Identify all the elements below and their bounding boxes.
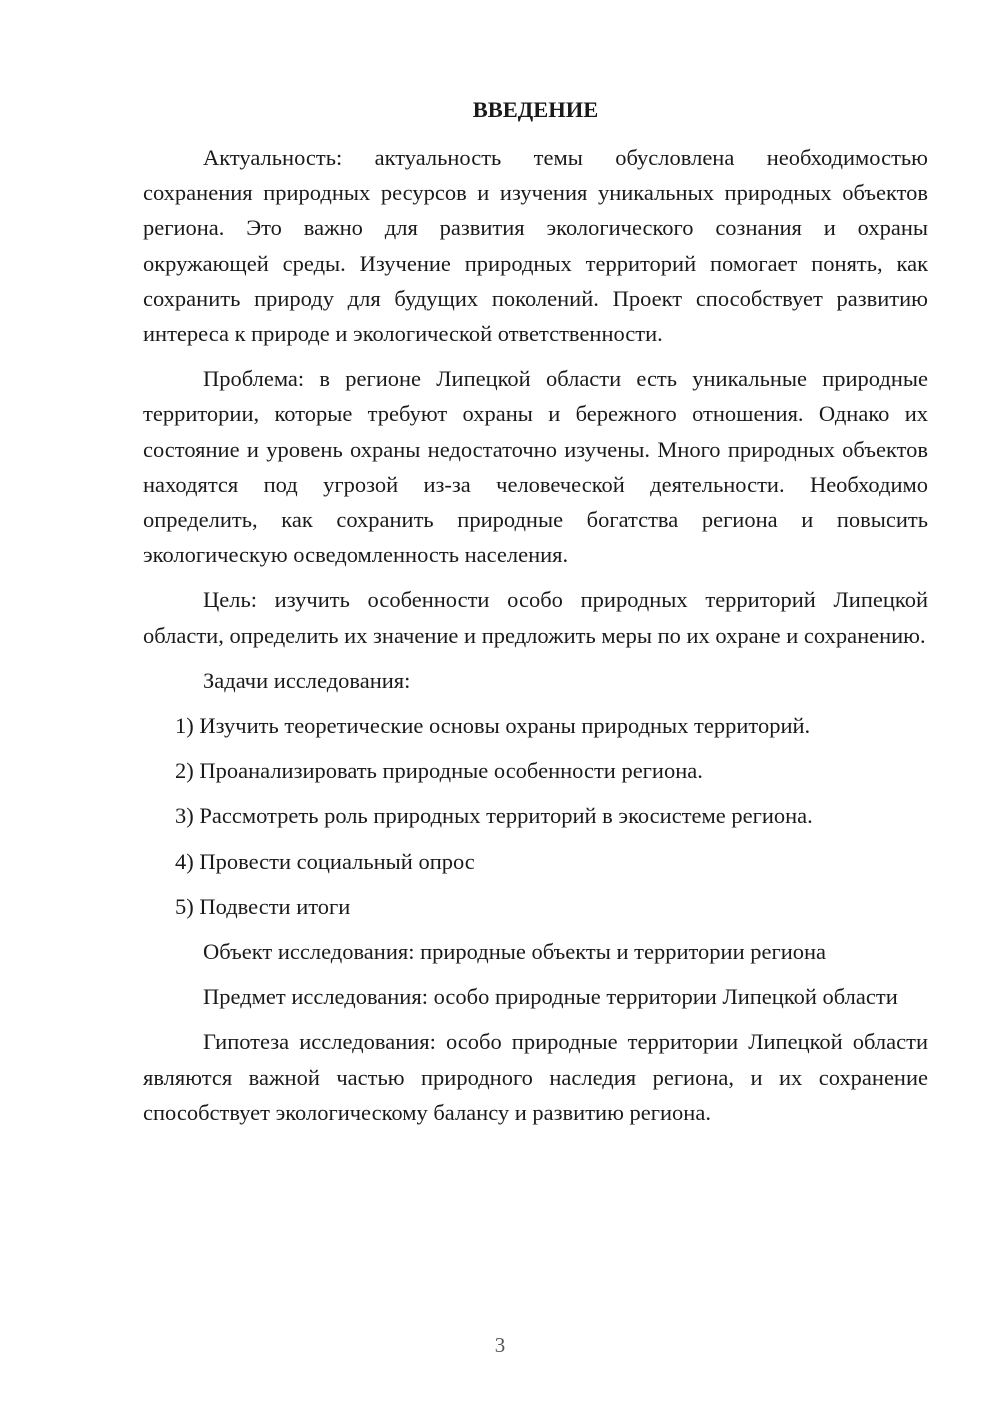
- problem-paragraph: Проблема: в регионе Липецкой области есть уникальные природные территории, которые требуют охраны и бережного отношения. Однако их состояние и уровень охраны недостаточно изучены. Много природных объектов находятся под угрозой из-за человеческой деятельности. Необходимо определить, как сохранить природные богатства региона и повысить экологическую осведомленность населения.: [143, 366, 928, 568]
- task-item: 1) Изучить теоретические основы охраны природных территорий.: [175, 713, 811, 739]
- task-item: 3) Рассмотреть роль природных территорий в экосистеме региона.: [175, 803, 813, 829]
- subject-paragraph: Предмет исследования: особо природные территории Липецкой области: [203, 984, 898, 1010]
- page-body: [143, 90, 928, 1130]
- object-paragraph: Объект исследования: природные объекты и территории региона: [203, 939, 827, 965]
- hypothesis-paragraph: Гипотеза исследования: особо природные территории Липецкой области являются важной частью природного наследия региона, и их сохранение способствует экологическому балансу и развитию региона.: [143, 1029, 928, 1125]
- tasks-title: Задачи исследования:: [203, 667, 411, 693]
- task-item: 5) Подвести итоги: [175, 893, 351, 919]
- page-number: 3: [494, 1333, 506, 1357]
- tasks-list: [143, 708, 928, 924]
- relevance-paragraph: Актуальность: актуальность темы обусловлена необходимостью сохранения природных ресурсов и изучения уникальных природных объектов региона. Это важно для развития экологического сознания и охраны окружающей среды. Изучение природных территорий помогает понять, как сохранить природу для будущих поколений. Проект способствует развитию интереса к природе и экологической ответственности.: [143, 145, 928, 347]
- task-item: 2) Проанализировать природные особенности региона.: [175, 758, 703, 784]
- task-item: 4) Провести социальный опрос: [175, 848, 475, 874]
- page-title: ВВЕДЕНИЕ: [472, 97, 599, 122]
- goal-paragraph: Цель: изучить особенности особо природных территорий Липецкой области, определить их значение и предложить меры по их охране и сохранению.: [143, 587, 928, 648]
